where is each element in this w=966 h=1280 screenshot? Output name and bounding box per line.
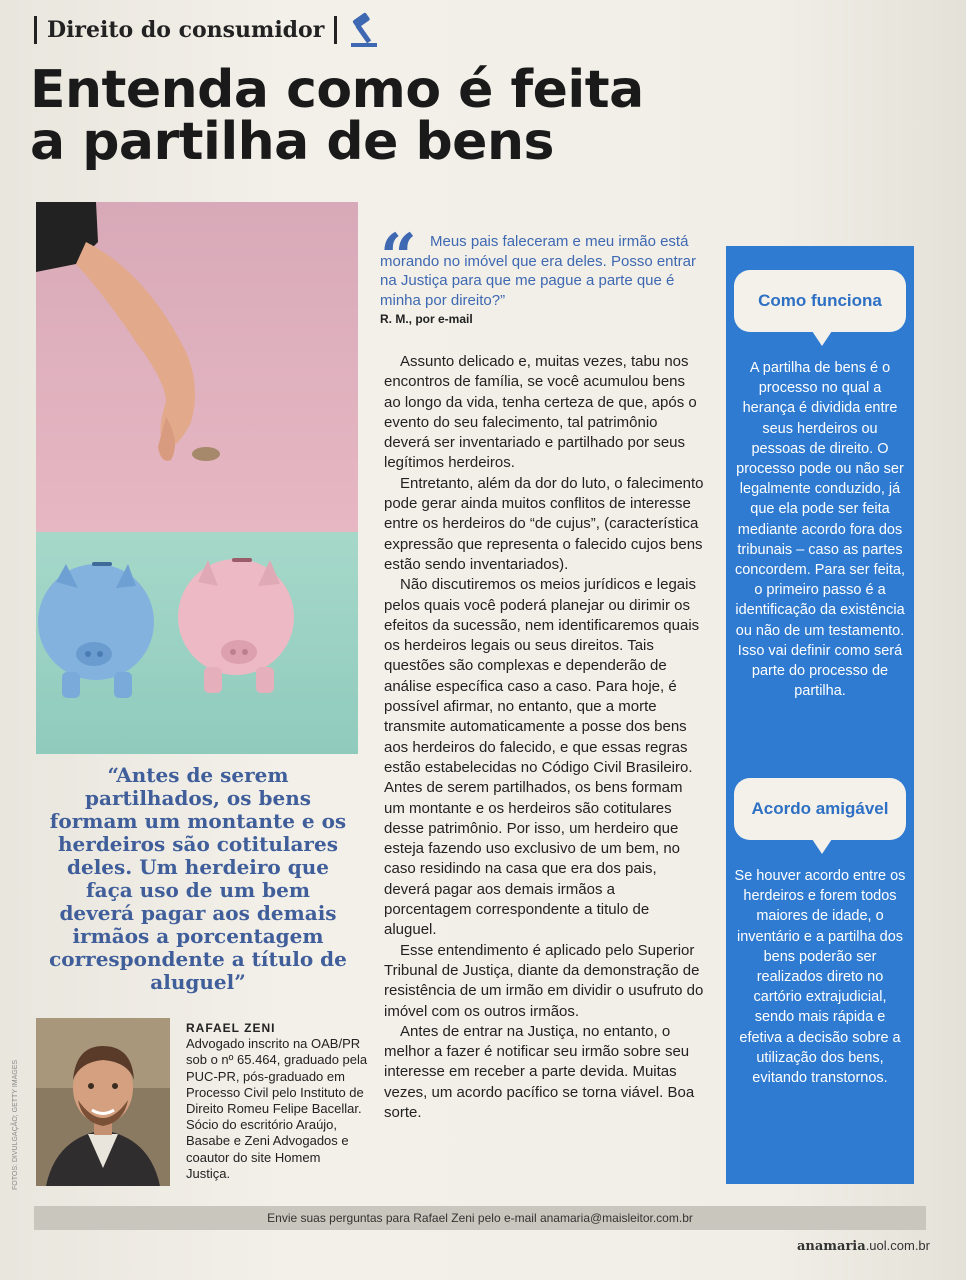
author-description: Advogado inscrito na OAB/PR sob o nº 65.464, graduado pela PUC-PR, pós-graduado em Processo Civil pelo Instituto de Direito Romeu Felipe Bacellar. Sócio do escritório Araújo, Basabe e Zeni Advogados e coautor do site Homem Justiça. [186, 1036, 368, 1181]
pull-quote: “Antes de serem partilhados, os bens formam um montante e os herdeiros são cotitulares deles. Um herdeiro que faça uso de um bem deverá pagar aos demais irmãos a porcentagem correspondente a título de aluguel” [49, 763, 347, 994]
gavel-icon [347, 10, 387, 50]
author-name: RAFAEL ZENI [186, 1021, 276, 1035]
reader-signature: R. M., por e-mail [380, 312, 473, 326]
site-domain [797, 1238, 930, 1254]
sidebar-title-como-funciona: Como funciona [734, 270, 906, 332]
author-photo [36, 1018, 170, 1186]
section-label: Direito do consumidor [47, 17, 325, 43]
headline [30, 60, 690, 172]
contact-footer [34, 1206, 926, 1230]
body-paragraph: Esse entendimento é aplicado pelo Superior Tribunal de Justiça, diante da demonstração de resistência de um irmão em dividir o usufruto do imóvel com os outros irmãos. [384, 941, 704, 1020]
sidebar-title-acordo-amigavel: Acordo amigável [734, 778, 906, 840]
photo-credit: FOTOS: DIVULGAÇÃO; GETTY IMAGES [12, 1059, 19, 1190]
article-body [384, 352, 704, 1123]
body-paragraph: Assunto delicado e, muitas vezes, tabu nos encontros de família, se você acumulou bens ao longo da vida, tenha certeza de que, após o evento do seu falecimento, tal patrimônio deverá ser inventariado e partilhado por seus legítimos herdeiros. [384, 353, 697, 472]
section-divider [334, 16, 337, 44]
reader-question [380, 220, 710, 326]
reader-question-text: Meus pais faleceram e meu irmão está morando no imóvel que era deles. Posso entrar na Justiça para que me pague a parte que é minha por direito?” [380, 233, 697, 309]
section-divider [34, 16, 37, 44]
contact-text: Envie suas perguntas para Rafael Zeni pelo e-mail anamaria@maisleitor.com.br [267, 1211, 693, 1225]
body-paragraph: Antes de entrar na Justiça, no entanto, o melhor a fazer é notificar seu irmão sobre seu interesse em receber a parte devida. Muitas vezes, um acordo pacífico se torna viável. Boa sorte. [384, 1022, 695, 1121]
author-bio [186, 1020, 368, 1182]
body-paragraph: Entretanto, além da dor do luto, o falecimento pode gerar ainda muitos conflitos de interesse entre os herdeiros do “de cujus”, (característica expressão que representa o falecido cujos bens estão sendo inventariados). [384, 474, 704, 573]
section-tag [34, 8, 387, 52]
domain-suffix: .uol.com.br [865, 1238, 930, 1253]
headline-line-2: a partilha de bens [30, 112, 554, 172]
headline-line-1: Entenda como é feita [30, 60, 644, 120]
brand-name: anamaria [796, 1239, 866, 1254]
sidebar-text-acordo-amigavel: Se houver acordo entre os herdeiros e forem todos maiores de idade, o inventário e a partilha dos bens poderão ser realizados direto no cartório extrajudicial, sendo mais rápida e efetiva a decisão sobre a utilização dos bens, evitando transtornos. [734, 868, 906, 1087]
info-sidebar [726, 246, 914, 1184]
article-photo [36, 202, 358, 754]
quote-mark-icon: “ [380, 220, 417, 295]
sidebar-text-como-funciona: A partilha de bens é o processo no qual a herança é dividida entre seus herdeiros ou pessoas de direito. O processo pode ou não ser legalmente conduzido, já que ela pode ser feita mediante acordo fora dos tribunais – caso as partes concordem. Para ser feita, o primeiro passo é a identificação da existência ou não de um testamento. Isso vai definir como será parte do processo de partilha. [734, 360, 906, 700]
body-paragraph: Não discutiremos os meios jurídicos e legais pelos quais você poderá planejar ou dirimir os efeitos da sucessão, nem identificaremos quais os herdeiros legais ou seus direitos. Tais questões são complexas e dependerão de análise específica caso a caso. Para hoje, é possível afirmar, no entanto, que a morte transmite automaticamente a posse dos bens aos herdeiros do falecido, e que essas regras estão estabelecidas no Código Civil Brasileiro. Antes de serem partilhados, os bens formam um montante e os herdeiros são cotitulares desse patrimônio. Por isso, um herdeiro que esteja fazendo uso exclusivo de um bem, no caso residindo na casa que era dos pais, deverá pagar aos demais irmãos a porcentagem correspondente a titulo de aluguel. [384, 576, 700, 939]
